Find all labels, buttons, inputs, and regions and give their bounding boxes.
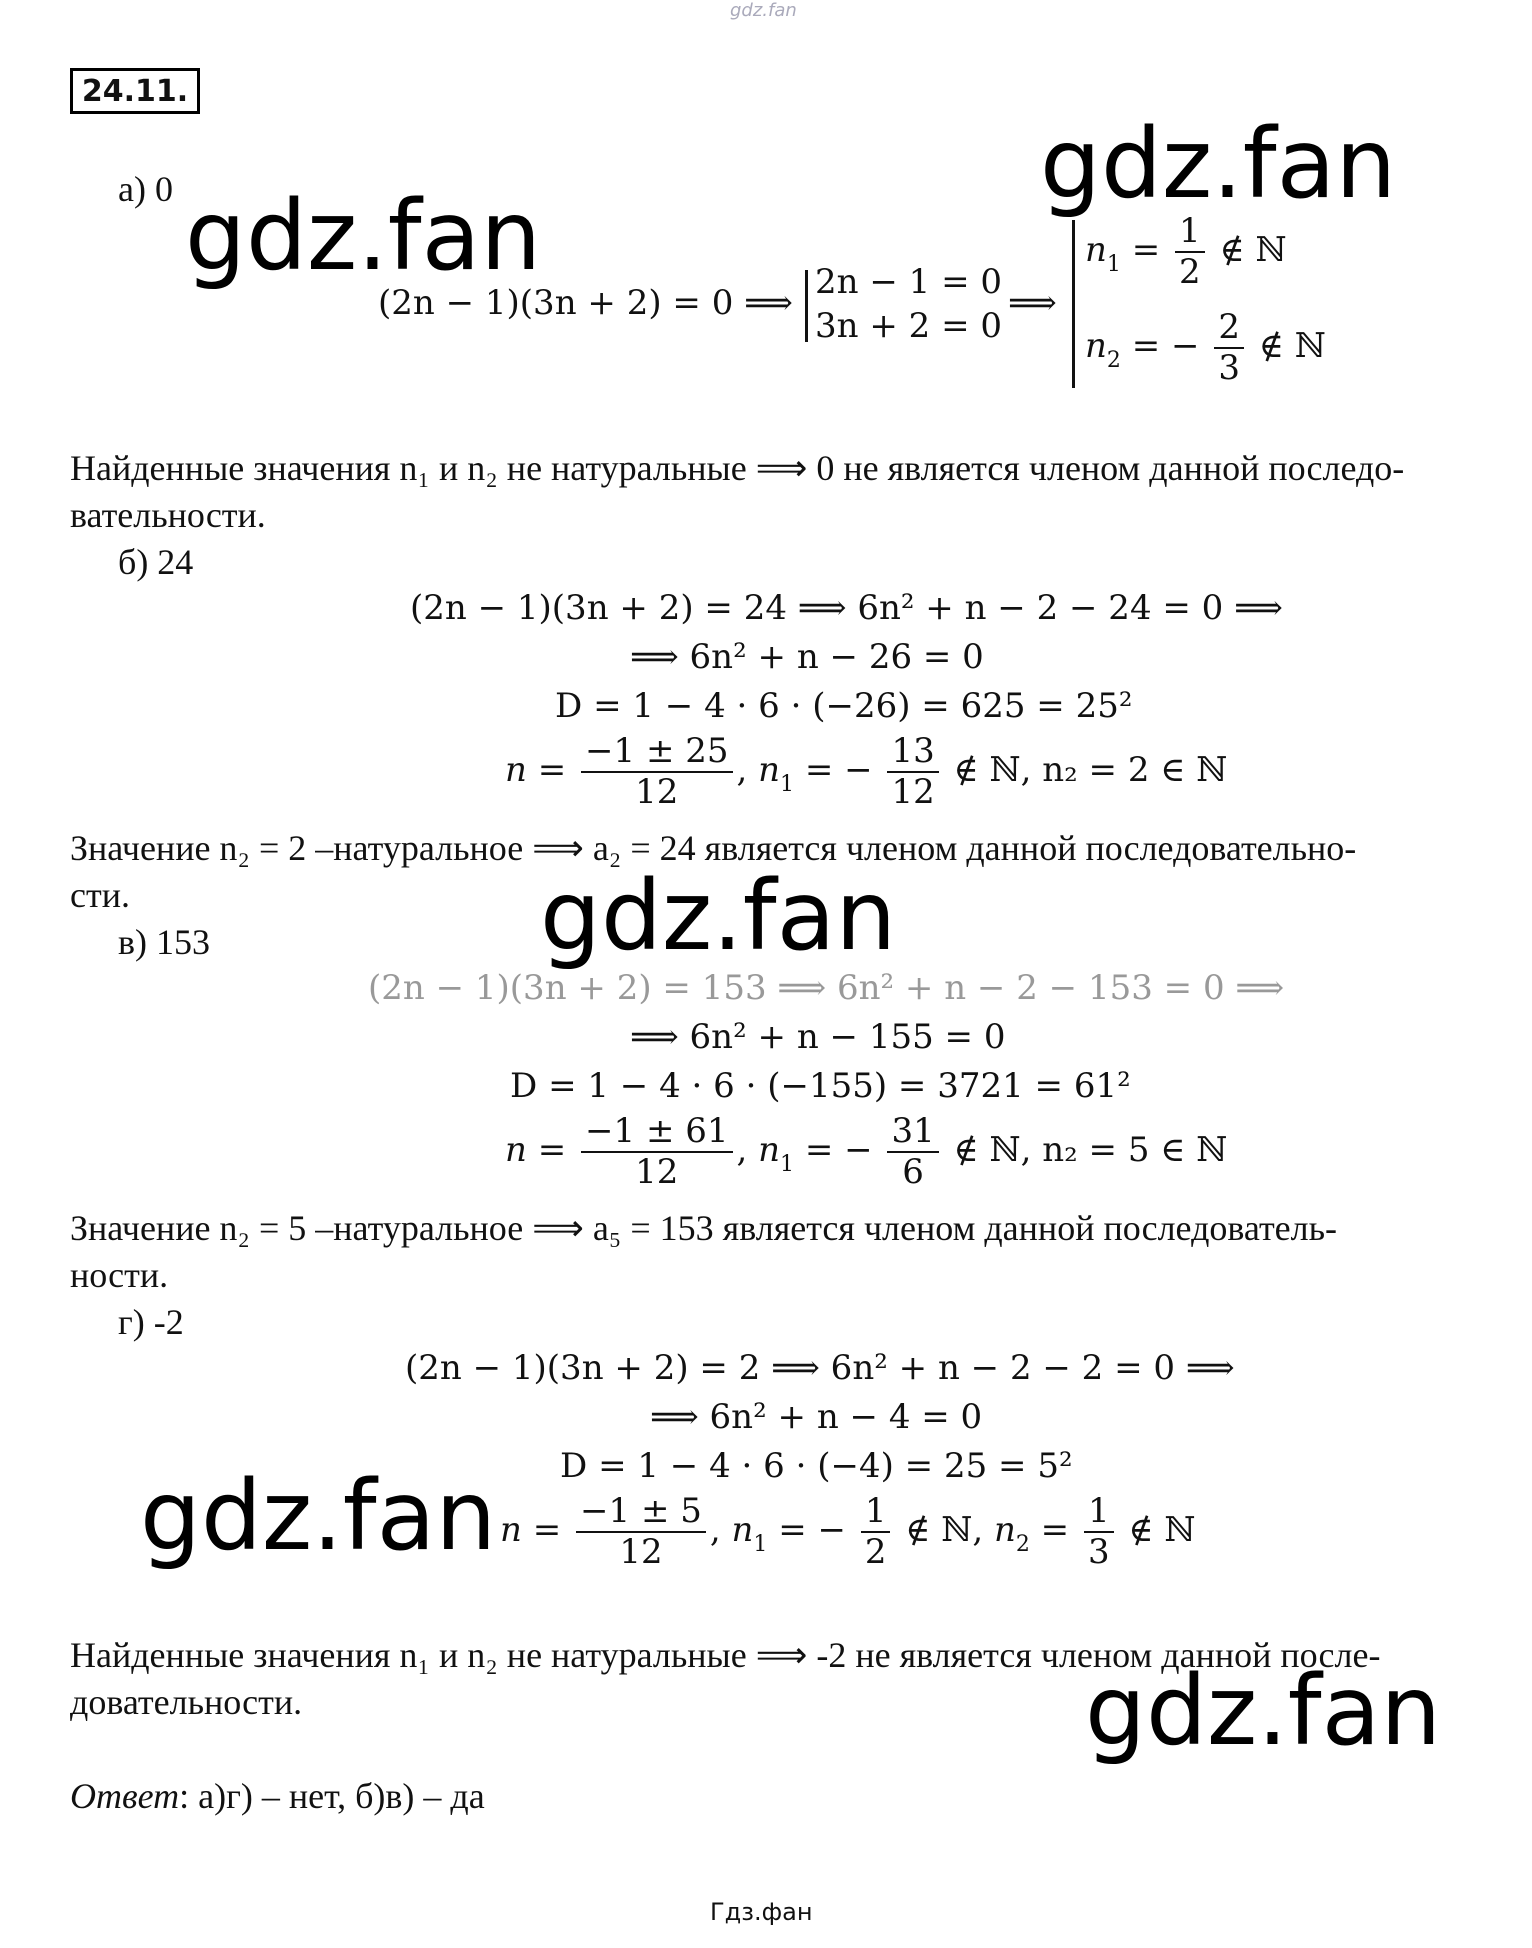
part-g-eq2: ⟹ 6n² + n − 4 = 0: [650, 1397, 983, 1437]
part-a-equation: (2n − 1)(3n + 2) = 0 ⟹: [378, 283, 793, 323]
answer-text: : а)г) – нет, б)в) – да: [179, 1776, 485, 1816]
part-v-conclusion-line1: Значение n₂ = 5 –натуральное ⟹ a₅ = 153 является членом данной последователь-: [70, 1208, 1338, 1248]
part-v-label: в) 153: [118, 922, 210, 962]
part-a-conclusion-line2: вательности.: [70, 495, 266, 535]
part-a-roots-bracket: [1072, 220, 1075, 388]
part-g-roots: n = $\frac{-1 \pm 5}{12}$ , $n_1$ = − $\frac{1}{2}$ ∉ ℕ, $n_2$ = $\frac{1}{3}$ ∉ ℕ: [500, 1491, 1196, 1573]
part-a-root-n2: $n_2$ = − $\frac{2}{3}$ ∉ ℕ: [1085, 307, 1326, 389]
watermark-lower-left: gdz.fan: [140, 1460, 497, 1572]
watermark-top-right: gdz.fan: [1040, 108, 1397, 220]
part-b-conclusion-line1: Значение n₂ = 2 –натуральное ⟹ a₂ = 24 является членом данной последовательно-: [70, 828, 1357, 868]
part-v-eq1: (2n − 1)(3n + 2) = 153 ⟹ 6n² + n − 2 − 153 = 0 ⟹: [368, 968, 1285, 1008]
part-a-label: а) 0: [118, 169, 173, 209]
part-v-roots: n = $\frac{-1 \pm 61}{12}$ , $n_1$ = − $\frac{31}{6}$ ∉ ℕ, n₂ = 5 ∈ ℕ: [505, 1111, 1228, 1193]
part-b-eq1: (2n − 1)(3n + 2) = 24 ⟹ 6n² + n − 2 − 24 = 0 ⟹: [410, 588, 1283, 628]
part-a-system-line1: 2n − 1 = 0: [815, 262, 1002, 302]
part-g-eq3: D = 1 − 4 · 6 · (−4) = 25 = 5²: [560, 1446, 1073, 1486]
part-b-roots: n = $\frac{-1 \pm 25}{12}$ , $n_1$ = − $\frac{13}{12}$ ∉ ℕ, n₂ = 2 ∈ ℕ: [505, 731, 1228, 813]
part-g-conclusion-line1: Найденные значения n₁ и n₂ не натуральные ⟹ -2 не является членом данной после-: [70, 1635, 1381, 1675]
part-g-eq1: (2n − 1)(3n + 2) = 2 ⟹ 6n² + n − 2 − 2 = 0 ⟹: [405, 1348, 1235, 1388]
part-v-conclusion-line2: ности.: [70, 1255, 169, 1295]
answer: [70, 1775, 485, 1817]
site-top-mark: gdz.fan: [730, 0, 797, 21]
part-b-label: б) 24: [118, 542, 194, 582]
part-b-eq3: D = 1 − 4 · 6 · (−26) = 625 = 25²: [555, 686, 1133, 726]
watermark-bottom-right: gdz.fan: [1085, 1655, 1442, 1767]
part-b-conclusion-line2: сти.: [70, 875, 130, 915]
footer-site: Гдз.фан: [710, 1898, 813, 1926]
part-v-eq2: ⟹ 6n² + n − 155 = 0: [630, 1017, 1006, 1057]
part-a-system-line2: 3n + 2 = 0: [815, 306, 1002, 346]
part-g-conclusion-line2: довательности.: [70, 1682, 303, 1722]
part-a-arrow: ⟹: [1008, 283, 1057, 323]
watermark-middle: gdz.fan: [540, 860, 897, 972]
part-a-root-n1: $n_1$ = $\frac{1}{2}$ ∉ ℕ: [1085, 211, 1287, 293]
part-a-conclusion-line1: Найденные значения n₁ и n₂ не натуральные ⟹ 0 не является членом данной последо-: [70, 448, 1405, 488]
answer-label: Ответ: [70, 1776, 180, 1816]
part-v-eq3: D = 1 − 4 · 6 · (−155) = 3721 = 61²: [510, 1066, 1131, 1106]
watermark-top-left: gdz.fan: [185, 180, 542, 292]
part-g-label: г) -2: [118, 1302, 184, 1342]
part-a-system-bracket: [805, 270, 808, 342]
problem-number: 24.11.: [70, 68, 200, 114]
part-b-eq2: ⟹ 6n² + n − 26 = 0: [630, 637, 984, 677]
